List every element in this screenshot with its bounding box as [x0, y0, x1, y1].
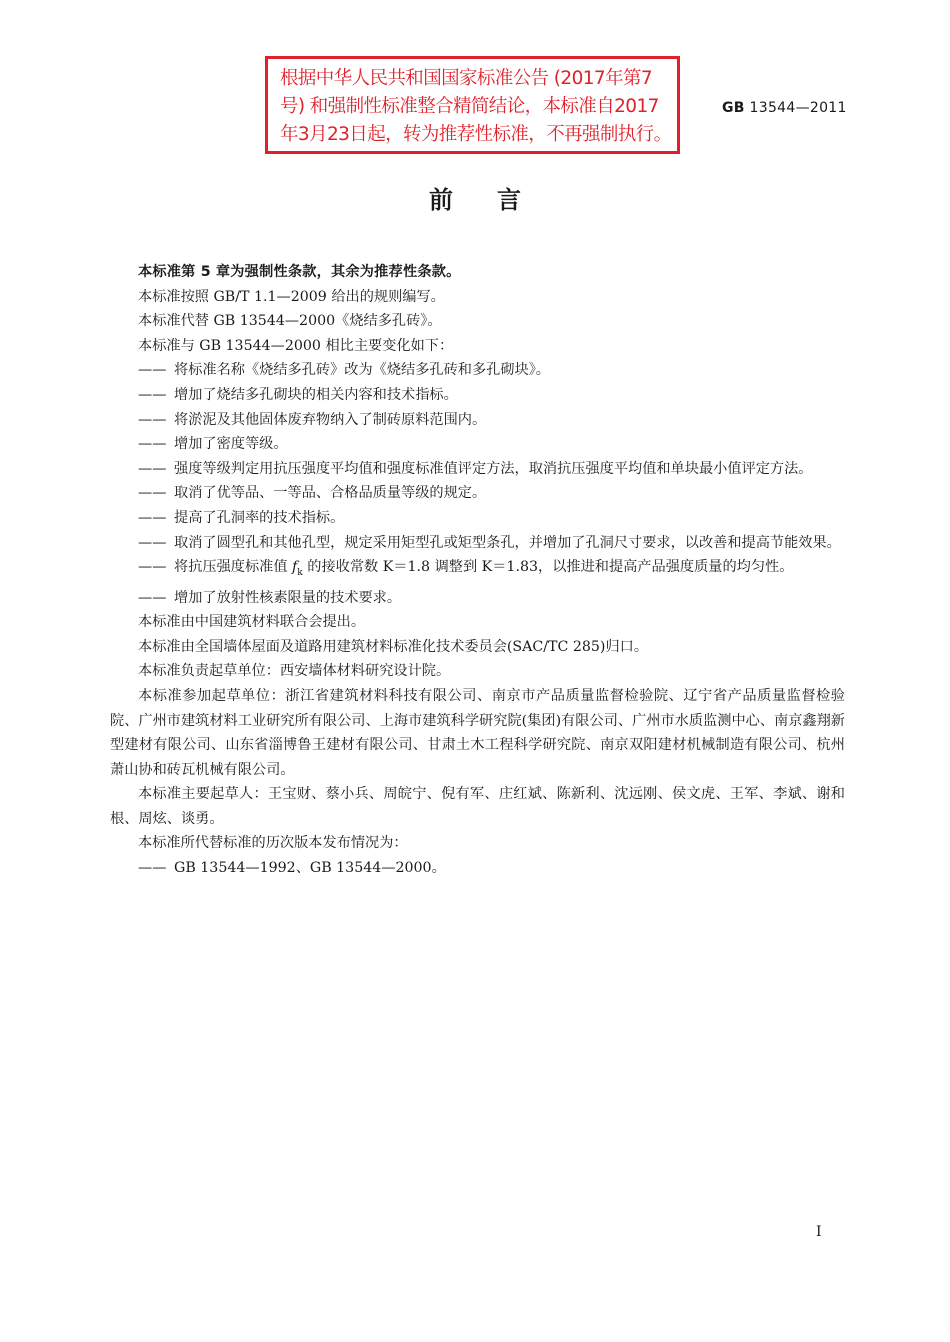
- notice-line-2: 号) 和强制性标准整合精简结论，本标准自2017: [280, 96, 659, 117]
- dash-marker: ——: [138, 485, 167, 502]
- change-item: [110, 481, 845, 506]
- standard-code: 13544—2011: [749, 100, 847, 116]
- drafters-paragraph: 本标准主要起草人：王宝财、蔡小兵、周皖宁、倪有军、庄红斌、陈新利、沈远刚、侯文虎、王军、李斌、谢和根、周炫、谈勇。: [110, 786, 845, 827]
- dash-marker: ——: [138, 460, 167, 477]
- participating-units-paragraph: 本标准参加起草单位：浙江省建筑材料科技有限公司、南京市产品质量监督检验院、辽宁省产品质量监督检验院、广州市建筑材料工业研究所有限公司、上海市建筑科学研究院(集团)有限公司、广州市水质监测中心、南京鑫翔新型建材有限公司、山东省淄博鲁王建材有限公司、甘肃土木工程科学研究院、南京双阳建材机械制造有限公司、杭州萧山协和砖瓦机械有限公司。: [110, 687, 845, 778]
- change-text: 强度等级判定用抗压强度平均值和强度标准值评定方法，取消抗压强度平均值和单块最小值评定方法。: [174, 460, 813, 477]
- changes-intro-paragraph: 本标准与 GB 13544—2000 相比主要变化如下：: [138, 337, 454, 354]
- dash-marker: ——: [138, 860, 167, 877]
- change-text: 增加了放射性核素限量的技术要求。: [174, 589, 402, 606]
- change-text: 取消了优等品、一等品、合格品质量等级的规定。: [174, 485, 487, 502]
- change-item: [110, 358, 845, 383]
- drafting-unit-paragraph: 本标准负责起草单位：西安墙体材料研究设计院。: [138, 663, 451, 680]
- history-intro-paragraph: 本标准所代替标准的历次版本发布情况为：: [138, 835, 408, 852]
- proposer-paragraph: 本标准由中国建筑材料联合会提出。: [138, 614, 366, 631]
- standard-number: [722, 100, 847, 116]
- change-item: [110, 531, 845, 556]
- change-text: 增加了烧结多孔砌块的相关内容和技术指标。: [174, 386, 458, 403]
- change-text: 取消了圆型孔和其他孔型，规定采用矩型孔或矩型条孔，并增加了孔洞尺寸要求，以改善和提高节能效果。: [174, 534, 841, 551]
- notice-line-3: 年3月23日起，转为推荐性标准，不再强制执行。: [280, 124, 672, 145]
- standard-prefix: GB: [722, 100, 745, 116]
- change-text: [174, 555, 845, 585]
- change-text: 增加了密度等级。: [174, 436, 288, 453]
- change-item: [110, 432, 845, 457]
- change-text-part-b: 的接收常数 K＝1.8 调整到 K＝1.83，以推进和提高产品强度质量的均匀性。: [302, 559, 794, 576]
- change-text: 提高了孔洞率的技术指标。: [174, 509, 345, 526]
- dash-marker: ——: [138, 362, 167, 379]
- change-item: [110, 586, 845, 611]
- change-text-part-a: 将抗压强度标准值: [174, 559, 293, 576]
- replaces-paragraph: 本标准代替 GB 13544—2000《烧结多孔砖》。: [138, 313, 442, 330]
- strength-symbol: f: [292, 559, 298, 576]
- dash-marker: ——: [138, 436, 167, 453]
- page-number: I: [816, 1224, 822, 1240]
- history-item: [110, 856, 845, 881]
- change-text: 将标准名称《烧结多孔砖》改为《烧结多孔砖和多孔砌块》。: [174, 362, 550, 379]
- change-item: [110, 555, 845, 585]
- dash-marker: ——: [138, 559, 167, 576]
- mandatory-standard-notice-box: [265, 56, 680, 154]
- drafting-rules-paragraph: 本标准按照 GB/T 1.1—2009 给出的规则编写。: [138, 288, 445, 305]
- change-item: [110, 457, 845, 482]
- change-item: [110, 408, 845, 433]
- dash-marker: ——: [138, 386, 167, 403]
- notice-line-1: 根据中华人民共和国国家标准公告 (2017年第7: [280, 68, 653, 89]
- dash-marker: ——: [138, 534, 167, 551]
- page-title: 前言: [429, 186, 565, 214]
- history-text: GB 13544—1992、GB 13544—2000。: [174, 860, 446, 877]
- mandatory-clause-statement: 本标准第 5 章为强制性条款，其余为推荐性条款。: [138, 264, 461, 280]
- dash-marker: ——: [138, 589, 167, 606]
- foreword-body: [110, 260, 845, 881]
- change-item: [110, 383, 845, 408]
- change-item: [110, 506, 845, 531]
- strength-subscript: k: [297, 567, 303, 578]
- dash-marker: ——: [138, 509, 167, 526]
- committee-paragraph: 本标准由全国墙体屋面及道路用建筑材料标准化技术委员会(SAC/TC 285)归口。: [138, 638, 649, 655]
- change-text: 将淤泥及其他固体废弃物纳入了制砖原料范围内。: [174, 411, 487, 428]
- dash-marker: ——: [138, 411, 167, 428]
